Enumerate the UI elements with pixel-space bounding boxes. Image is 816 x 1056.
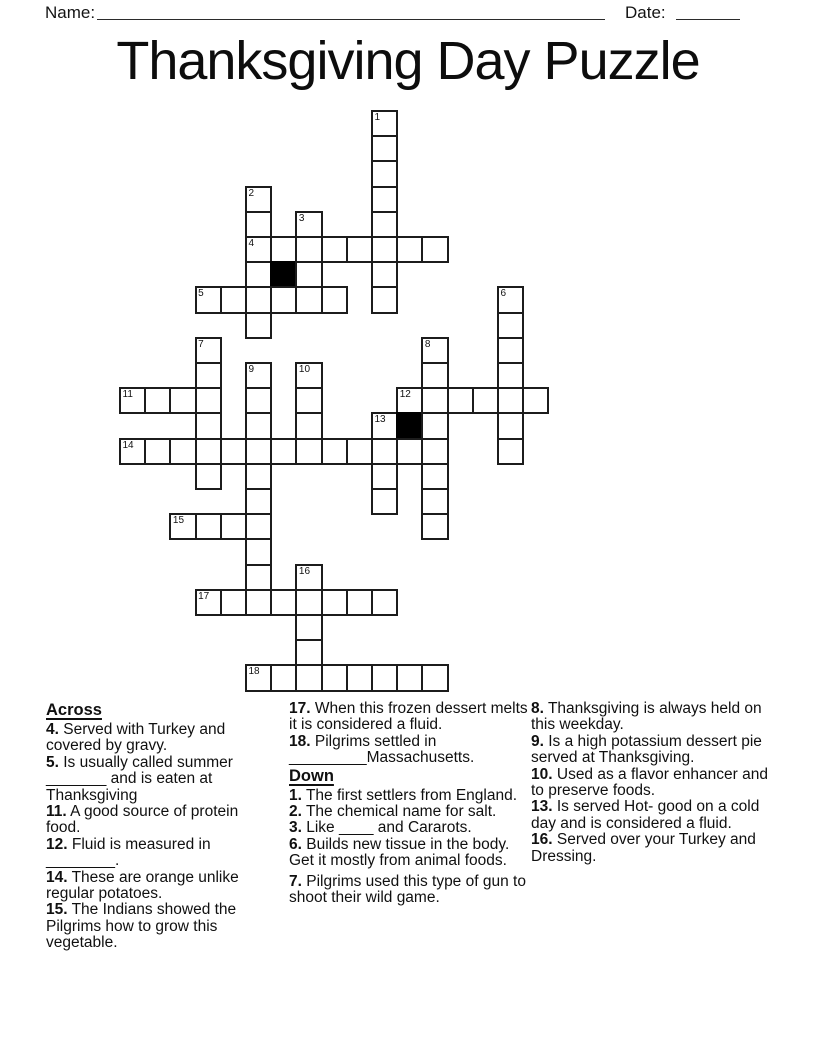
- grid-cell: [371, 110, 398, 137]
- grid-cell: [220, 286, 247, 313]
- clue-number: 15.: [46, 901, 68, 919]
- date-blank-line: [676, 2, 740, 20]
- grid-cell: [497, 387, 524, 414]
- grid-cell: [245, 261, 272, 288]
- grid-cell: [421, 438, 448, 465]
- grid-cell: [421, 513, 448, 540]
- grid-cell: [245, 211, 272, 238]
- grid-cell: [270, 664, 297, 691]
- grid-cell: [346, 589, 373, 616]
- cell-number: 5: [198, 288, 204, 300]
- cell-number: 7: [198, 338, 204, 350]
- grid-cell: [295, 664, 322, 691]
- grid-cell: [396, 438, 423, 465]
- cell-number: 3: [298, 212, 305, 224]
- clue-item: 1. The first settlers from England.: [289, 786, 518, 804]
- grid-cell: [245, 362, 272, 389]
- date-label: Date:: [625, 3, 666, 22]
- grid-cell: [421, 387, 448, 414]
- clue-number: 14.: [46, 868, 68, 886]
- cell-number: 15: [172, 515, 185, 527]
- grid-cell: [295, 236, 322, 263]
- clue-number: 3.: [289, 819, 302, 837]
- grid-cell: [195, 412, 222, 439]
- clue-item: 9. Is a high potassium dessert pie served at Thanksgiving.: [531, 732, 762, 767]
- grid-cell: [371, 664, 398, 691]
- grid-cell: [421, 337, 448, 364]
- clue-number: 4.: [46, 721, 59, 738]
- grid-cell: [270, 236, 297, 263]
- grid-cell: [371, 488, 398, 515]
- grid-cell: [421, 463, 448, 490]
- clue-item: 13. Is served Hot- good on a cold day and is considered a fluid.: [531, 798, 760, 832]
- cell-number: 2: [248, 187, 255, 199]
- grid-cell: [472, 387, 499, 414]
- cell-number: 18: [248, 666, 260, 678]
- grid-cell: [245, 286, 272, 313]
- grid-cell: [295, 438, 322, 465]
- clue-number: 6.: [289, 835, 302, 853]
- clue-item: 7. Pilgrims used this type of gun to shoot their wild game.: [289, 872, 526, 907]
- grid-cell: [295, 211, 322, 238]
- grid-cell: [371, 261, 398, 288]
- clue-heading-down: Down: [289, 766, 334, 785]
- grid-cell: [321, 236, 348, 263]
- grid-cell: [346, 236, 373, 263]
- grid-cell: [295, 614, 322, 641]
- grid-cell: [245, 438, 272, 465]
- grid-cell: [295, 387, 322, 414]
- grid-cell: [295, 412, 322, 439]
- grid-cell: [421, 412, 448, 439]
- grid-cell: [270, 438, 297, 465]
- grid-cell: [245, 664, 272, 691]
- grid-cell: [371, 589, 398, 616]
- grid-cell: [396, 664, 423, 691]
- cell-number: 12: [399, 389, 411, 401]
- grid-cell: [144, 387, 171, 414]
- grid-cell: [119, 438, 146, 465]
- grid-cell: [169, 513, 196, 540]
- grid-cell: [371, 438, 398, 465]
- clue-number: 5.: [46, 753, 59, 771]
- clue-item: 2. The chemical name for salt.: [289, 803, 497, 821]
- grid-cell: [346, 438, 373, 465]
- page-title: Thanksgiving Day Puzzle: [116, 31, 700, 91]
- grid-cell: [371, 412, 398, 439]
- grid-cell: [371, 211, 398, 238]
- cell-number: 9: [248, 364, 255, 375]
- grid-cell: [295, 564, 322, 591]
- clue-number: 17.: [289, 700, 311, 717]
- grid-cell: [497, 312, 524, 339]
- grid-cell: [421, 488, 448, 515]
- clue-number: 11.: [46, 803, 67, 821]
- clue-item: 16. Served over your Turkey and Dressing.: [531, 831, 756, 865]
- clue-item: 3. Like ____ and Cararots.: [289, 819, 472, 837]
- cell-number: 8: [424, 338, 431, 350]
- grid-cell: [195, 438, 222, 465]
- grid-cell: [295, 362, 322, 389]
- grid-cell: [245, 236, 272, 263]
- grid-cell: [245, 312, 272, 339]
- name-blank-line: [97, 2, 605, 20]
- grid-cell: [169, 438, 196, 465]
- clue-number: 16.: [531, 831, 553, 849]
- clue-item: 11. A good source of protein food.: [46, 803, 239, 837]
- grid-cell: [245, 186, 272, 213]
- grid-cell: [371, 186, 398, 213]
- grid-cell: [220, 589, 247, 616]
- grid-cell: [245, 513, 272, 540]
- grid-cell: [270, 589, 297, 616]
- grid-cell: [497, 337, 524, 364]
- grid-cell: [295, 639, 322, 666]
- clue-number: 7.: [289, 872, 302, 890]
- clue-number: 9.: [531, 732, 544, 750]
- clue-column-left: [46, 701, 264, 952]
- clue-item: 15. The Indians showed the Pilgrims how to grow this vegetable.: [46, 901, 237, 952]
- grid-cell: [497, 286, 524, 313]
- clue-item: 8. Thanksgiving is always held on this weekday.: [531, 700, 762, 734]
- clue-number: 2.: [289, 803, 302, 821]
- grid-cell: [144, 438, 171, 465]
- cell-number: 14: [122, 439, 134, 451]
- grid-cell: [245, 387, 272, 414]
- cell-number: 16: [298, 565, 311, 577]
- grid-cell: [245, 488, 272, 515]
- clue-item: 18. Pilgrims settled in _________Massachusetts.: [289, 732, 475, 767]
- grid-cell: [321, 438, 348, 465]
- cell-number: 11: [122, 389, 133, 401]
- clue-number: 8.: [531, 700, 544, 717]
- grid-cell: [195, 387, 222, 414]
- clue-item: 4. Served with Turkey and covered by gravy.: [46, 721, 226, 755]
- grid-cell: [371, 463, 398, 490]
- grid-cell: [195, 513, 222, 540]
- cell-number: 17: [198, 590, 210, 602]
- grid-cell: [371, 286, 398, 313]
- grid-cell: [245, 412, 272, 439]
- grid-cell: [497, 438, 524, 465]
- grid-cell-black: [396, 412, 423, 439]
- grid-cell: [195, 337, 222, 364]
- grid-cell: [497, 412, 524, 439]
- grid-cell: [497, 362, 524, 389]
- grid-cell: [169, 387, 196, 414]
- clue-item: 14. These are orange unlike regular potatoes.: [46, 868, 239, 903]
- grid-cell: [321, 589, 348, 616]
- cell-number: 10: [298, 364, 311, 375]
- grid-cell: [245, 463, 272, 490]
- clue-item: 6. Builds new tissue in the body. Get it mostly from animal foods.: [289, 835, 510, 870]
- clue-column-middle: [289, 701, 535, 906]
- clue-item: 5. Is usually called summer _______ and is eaten at Thanksgiving: [46, 753, 233, 804]
- crossword-grid: [119, 110, 549, 691]
- clue-item: 10. Used as a flavor enhancer and to preserve foods.: [531, 765, 768, 800]
- clue-number: 13.: [531, 798, 553, 816]
- clue-number: 10.: [531, 765, 553, 783]
- clue-item: 12. Fluid is measured in ________.: [46, 835, 211, 870]
- name-label: Name:: [45, 3, 96, 22]
- grid-cell: [421, 236, 448, 263]
- grid-cell: [220, 438, 247, 465]
- grid-cell: [195, 286, 222, 313]
- grid-cell: [245, 538, 272, 565]
- grid-cell: [295, 286, 322, 313]
- cell-number: 6: [500, 288, 507, 300]
- grid-cell: [195, 463, 222, 490]
- grid-cell: [371, 160, 398, 187]
- grid-cell: [522, 387, 549, 414]
- grid-cell: [396, 236, 423, 263]
- grid-cell: [270, 286, 297, 313]
- grid-cell: [321, 664, 348, 691]
- grid-cell: [346, 664, 373, 691]
- grid-cell: [396, 387, 423, 414]
- grid-cell: [371, 135, 398, 162]
- clue-item: 17. When this frozen dessert melts it is considered a fluid.: [289, 700, 528, 734]
- grid-cell: [321, 286, 348, 313]
- clue-number: 12.: [46, 835, 68, 853]
- grid-cell: [245, 589, 272, 616]
- grid-cell: [421, 362, 448, 389]
- clue-number: 18.: [289, 732, 311, 750]
- clue-number: 1.: [289, 786, 302, 804]
- grid-cell: [195, 589, 222, 616]
- grid-cell: [295, 261, 322, 288]
- grid-cell-black: [270, 261, 297, 288]
- grid-cell: [295, 589, 322, 616]
- cell-number: 4: [248, 238, 255, 249]
- grid-cell: [421, 664, 448, 691]
- grid-cell: [119, 387, 146, 414]
- cell-number: 13: [374, 414, 386, 426]
- cell-number: 1: [374, 112, 381, 123]
- grid-cell: [245, 564, 272, 591]
- grid-cell: [195, 362, 222, 389]
- grid-cell: [447, 387, 474, 414]
- grid-cell: [371, 236, 398, 263]
- clue-heading-across: Across: [46, 701, 102, 719]
- grid-cell: [220, 513, 247, 540]
- clue-column-right: [531, 701, 779, 865]
